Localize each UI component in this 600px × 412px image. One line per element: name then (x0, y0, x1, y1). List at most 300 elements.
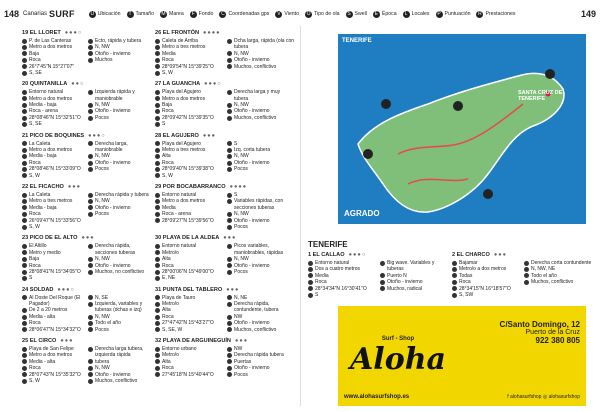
spot-name: 27 LA GUANCHA (155, 81, 201, 88)
spot-detail: Media - baja (29, 102, 57, 109)
bullet-icon (155, 122, 160, 127)
bullet-icon (22, 366, 27, 371)
spot-detail: El Altillo (29, 243, 47, 250)
spot-detail: N, NW (95, 44, 110, 51)
spot-detail: Entorno natural (162, 243, 197, 250)
bullet-icon (308, 280, 313, 285)
legend-label: Swell (354, 11, 367, 17)
spot-name: 23 PICO DE EL ALTO (22, 235, 78, 242)
bullet-icon (524, 267, 529, 272)
spot-detail-row (88, 115, 150, 121)
spot-detail: Roca (29, 320, 41, 327)
spot-name: 21 PICO DE BOQUINES (22, 132, 85, 139)
spot-detail-row (88, 346, 150, 359)
spot-detail-row (227, 301, 295, 314)
spot-detail: Todo el año (531, 272, 557, 279)
bullet-icon (155, 276, 160, 281)
legend-label: Prestaciones (485, 11, 516, 17)
spot-detail: Metro a dos metros (29, 44, 73, 51)
spot-detail: 27°47'42"N 15°43'27"O (162, 320, 214, 327)
page-divider (300, 26, 301, 406)
spot-detail: Metro a tres metros (29, 198, 73, 205)
spot-detail: Media (162, 204, 176, 211)
spot-detail: Izq. corta tubera (234, 147, 271, 153)
spot-detail: N, NW (234, 256, 249, 263)
bullet-icon (88, 199, 93, 204)
spot-detail: S (234, 191, 238, 198)
bullet-icon (227, 154, 232, 159)
spot-marker (381, 99, 391, 109)
ad-brand: Aloha (350, 341, 446, 377)
spot-detail: S, W (29, 378, 40, 384)
spot-detail: Roca (162, 313, 174, 320)
bullet-icon (227, 225, 232, 230)
bullet-icon (22, 122, 27, 127)
bullet-icon (227, 90, 232, 95)
ad-social[interactable]: f alohasurfshop ◎ alohasurfshop (507, 394, 580, 400)
spot-detail: Al Doste Del Roque (El Pagador) (29, 294, 81, 308)
spot-rating: ●●● (226, 286, 240, 293)
spot-marker (453, 101, 463, 111)
spot-name: 32 PLAYA DE ARGUINEGUÍN (155, 338, 231, 345)
legend-item (403, 11, 430, 18)
spot-detail: S, W (29, 172, 40, 179)
spot-detail: Playa del Agujero (162, 140, 201, 147)
bullet-icon (155, 109, 160, 114)
spot-detail-row (227, 372, 295, 378)
bullet-icon (88, 58, 93, 63)
spot-detail: Derecha rápida y tubera (95, 191, 149, 198)
bullet-icon (22, 45, 27, 50)
spot-detail: Metro a dos metros (29, 352, 73, 359)
spot-rating: ●●○ (71, 81, 85, 88)
spot-detail: Metro/o (162, 249, 179, 256)
bullet-icon (88, 45, 93, 50)
legend-item (160, 11, 184, 18)
spot-detail: Puerto N (387, 272, 407, 279)
spot-title (155, 30, 295, 36)
bullet-icon (88, 154, 93, 159)
bullet-icon (380, 286, 385, 291)
legend-item (275, 11, 299, 18)
spot-detail: Pocos (234, 371, 248, 378)
spot-detail: Roca (29, 365, 41, 372)
legend-icon: E (374, 10, 379, 17)
spot-title (155, 235, 295, 241)
map-brand-mark: AGRADO (344, 209, 380, 218)
spot-detail: Puertas (234, 358, 252, 365)
legend-item (346, 11, 367, 18)
legend-icon: C (221, 10, 225, 17)
bullet-icon (227, 109, 232, 114)
spot-detail-row (88, 301, 150, 314)
bullet-icon (524, 280, 529, 285)
spot-title (22, 133, 150, 139)
spot-detail: Roca (162, 159, 174, 166)
spot-detail-row (88, 378, 150, 384)
spot-rating: ●●●● (229, 184, 248, 191)
spot-name: 26 EL FRONTÓN (155, 30, 200, 36)
spot-detail: Caleta de Arriba (162, 37, 198, 44)
spot-rating: ●●●○ (88, 132, 106, 139)
legend-item (89, 11, 121, 18)
bullet-icon (155, 161, 160, 166)
spot-name: 1 EL CALLAO (308, 252, 345, 258)
legend-label: Marea (169, 11, 184, 17)
spot-detail: Playa de San Felipe (29, 345, 74, 352)
legend-item (127, 11, 154, 18)
spot-detail: Media (162, 50, 176, 57)
spot-detail: NW (234, 313, 243, 320)
spot-detail-row (308, 292, 376, 298)
spot-detail: Entorno natural (162, 191, 197, 198)
bullet-icon (88, 51, 93, 56)
spot-detail: Roca (162, 365, 174, 372)
bullet-icon (227, 327, 232, 332)
spot-detail: Otoño - invierno (95, 204, 131, 211)
surf-spot (155, 287, 295, 333)
bullet-icon (22, 218, 27, 223)
spot-detail: Otoño - invierno (234, 57, 270, 64)
bullet-icon (22, 225, 27, 230)
spot-detail: Muchos, conflictivo (95, 378, 138, 384)
spot-detail-row (88, 243, 150, 256)
surf-spot (155, 338, 295, 378)
bullet-icon (155, 51, 160, 56)
spot-detail: Otoño - invierno (95, 50, 131, 57)
legend-item (190, 11, 214, 18)
spot-detail: 28°08'41"N 15°34'05"O (29, 268, 81, 275)
bullet-icon (452, 261, 457, 266)
ad-website[interactable]: www.alohasurfshop.es (344, 394, 410, 400)
surf-spot (155, 184, 295, 230)
legend-label: Fondo (198, 11, 214, 17)
legend-label: Ubicación (97, 11, 121, 17)
bullet-icon (22, 51, 27, 56)
bullet-icon (88, 270, 93, 275)
bullet-icon (22, 154, 27, 159)
spot-detail: Roca (162, 57, 174, 64)
bullet-icon (227, 103, 232, 108)
spot-detail: Metro a tres metros (162, 44, 206, 51)
spot-detail: Roca (162, 108, 174, 115)
spot-title (22, 235, 150, 241)
spot-detail: Baja (29, 256, 40, 263)
spot-name: 24 SOLDAD (22, 286, 54, 293)
bullet-icon (155, 295, 160, 300)
column-2 (155, 30, 295, 383)
spot-detail: Alta (162, 256, 171, 263)
bullet-icon (155, 244, 160, 249)
bullet-icon (155, 302, 160, 307)
bullet-icon (22, 321, 27, 326)
spot-detail: Metro a dos metros (29, 95, 73, 102)
region-title: TENERIFE (308, 240, 348, 249)
bullet-icon (22, 212, 27, 217)
spot-title (155, 184, 295, 190)
spot-title (452, 252, 592, 258)
surf-spot (155, 133, 295, 179)
spot-detail: Media - alta (29, 313, 56, 320)
spot-detail-row (88, 57, 150, 63)
advertisement[interactable] (338, 306, 586, 406)
spot-detail-row (227, 64, 295, 70)
bullet-icon (22, 270, 27, 275)
spot-title (308, 252, 448, 258)
bullet-icon (88, 379, 93, 384)
spot-detail: Roca - arena (29, 108, 58, 115)
spot-detail: 28°06'47"N 15°34'32"O (29, 326, 81, 333)
ad-logo (338, 306, 458, 406)
bullet-icon (524, 273, 529, 278)
bullet-icon (227, 321, 232, 326)
legend-item (476, 11, 515, 18)
bullet-icon (155, 71, 160, 76)
spot-rating: ●●●○ (57, 286, 75, 293)
bullet-icon (155, 353, 160, 358)
bullet-icon (22, 244, 27, 249)
spot-detail-row (22, 121, 84, 127)
bullet-icon (227, 353, 232, 358)
spot-name: 30 PLAYA DE LA ALDEA (155, 235, 220, 242)
bullet-icon (88, 372, 93, 377)
spot-detail: Variables rápidas, con secciones tuberas (234, 198, 284, 211)
legend-icon: F (191, 10, 195, 17)
spot-detail-row (22, 173, 84, 179)
bullet-icon (88, 161, 93, 166)
spot-detail: S, W (29, 223, 40, 230)
section-label: Canarias (23, 11, 48, 17)
spot-detail-row (452, 292, 520, 298)
spot-detail: S, SE (29, 69, 42, 76)
spot-detail: S, W (162, 69, 173, 76)
bullet-icon (22, 347, 27, 352)
page-header (0, 0, 600, 28)
spot-title (22, 184, 150, 190)
bullet-icon (155, 193, 160, 198)
spot-title (22, 287, 150, 293)
bullet-icon (155, 116, 160, 121)
spot-detail: Roca (459, 279, 471, 286)
spot-rating: ●●● (81, 235, 95, 242)
spot-detail: De 2 a 20 metros (29, 307, 68, 314)
bullet-icon (227, 302, 232, 307)
spot-detail: Todas (459, 272, 473, 279)
bullet-icon (88, 244, 93, 249)
bullet-icon (227, 141, 232, 146)
bullet-icon (88, 359, 93, 364)
bullet-icon (88, 321, 93, 326)
bullet-icon (308, 293, 313, 298)
ad-info (344, 306, 586, 406)
bullet-icon (22, 327, 27, 332)
spot-detail: 28°34'15"N 16°18'57"O (459, 285, 511, 292)
bullet-icon (380, 261, 385, 266)
bullet-icon (88, 295, 93, 300)
surf-spot (155, 30, 295, 76)
spot-title (22, 338, 150, 344)
bullet-icon (155, 103, 160, 108)
spot-name: 20 QUINTANILLA (22, 81, 68, 88)
ad-tagline: Surf - Shop (381, 335, 415, 342)
spot-title (22, 81, 150, 87)
bullet-icon (22, 103, 27, 108)
bullet-icon (227, 167, 232, 172)
bullet-icon (227, 51, 232, 56)
spot-rating: ●●●○ (348, 252, 367, 258)
spot-detail-row (227, 115, 295, 121)
bullet-icon (227, 212, 232, 217)
bullet-icon (22, 90, 27, 95)
legend-icon: P (437, 10, 441, 17)
spot-detail: Metro/o (162, 352, 179, 359)
spot-marker (483, 189, 493, 199)
bullet-icon (22, 250, 27, 255)
spot-detail: Pocos (234, 166, 248, 173)
bullet-icon (227, 39, 232, 44)
spot-rating: ●●● (234, 338, 249, 345)
spot-detail: 28°08'46"N 15°33'09"O (29, 166, 81, 173)
spot-detail-row (88, 327, 150, 333)
surf-spot (452, 252, 592, 298)
spot-detail: Roca (315, 279, 327, 286)
bullet-icon (88, 193, 93, 198)
spot-detail: Derecha larga y muy tubera (234, 89, 281, 102)
bullet-icon (155, 263, 160, 268)
spot-detail: Roca - arena (162, 211, 191, 218)
spot-detail: N, NW, NE (531, 266, 556, 273)
legend-icon: O (306, 10, 311, 17)
spot-rating: ●●●● (203, 30, 221, 36)
spot-detail: Metro a dos metros (162, 95, 206, 102)
spot-detail: Otoño - invierno (234, 365, 270, 372)
bullet-icon (88, 366, 93, 371)
spot-name: 2 EL CHARCO (452, 252, 490, 258)
spot-detail: 28°00'06"N 15°49'00"O (162, 268, 214, 275)
surf-spot (308, 252, 448, 298)
legend-label: Puntuación (444, 11, 471, 17)
spot-detail: Media - baja (29, 204, 57, 211)
bullet-icon (155, 212, 160, 217)
legend-icon: L (403, 11, 410, 18)
spot-rating: ●●●○ (204, 81, 222, 88)
spot-detail-row (227, 269, 295, 275)
bullet-icon (22, 116, 27, 121)
spot-detail: Muchos, conflictivo (234, 114, 277, 121)
spot-detail: 28°09'27"N 15°39'56"O (162, 217, 214, 224)
bullet-icon (155, 39, 160, 44)
spot-detail: Izquierda rápida y maniobrable (95, 89, 135, 102)
spot-detail: Derecha corta contundente (531, 259, 592, 266)
legend-item (219, 11, 269, 18)
spot-detail: 27°45'18"N 15°40'44"O (162, 371, 214, 378)
spot-detail-row (155, 372, 223, 378)
column-1 (22, 30, 150, 389)
bullet-icon (155, 205, 160, 210)
spot-detail-row (88, 141, 150, 154)
spot-detail: Otoño - invierno (234, 262, 270, 269)
bullet-icon (88, 212, 93, 217)
spot-detail: Baja (162, 102, 173, 109)
legend-label: Viento (284, 11, 300, 17)
bullet-icon (155, 45, 160, 50)
bullet-icon (88, 141, 93, 146)
spot-detail: 28°09'40"N 15°39'38"O (162, 166, 214, 173)
bullet-icon (308, 261, 313, 266)
column-4 (452, 252, 592, 303)
spot-detail: S, SW (459, 291, 474, 298)
legend-icon: V (277, 10, 281, 17)
spot-detail: N, NW (95, 256, 110, 263)
spot-name: 28 EL AGUJERO (155, 132, 199, 139)
spot-detail: Muchos, conflictivo (234, 326, 277, 333)
spot-detail: NW (234, 345, 243, 352)
spot-detail: Playa de Tauro (162, 294, 196, 301)
bullet-icon (22, 353, 27, 358)
spot-detail: S (315, 291, 319, 298)
bullet-icon (227, 359, 232, 364)
spot-detail: Dos a cuatro metros (315, 266, 361, 273)
spot-detail: Muchos, radical (387, 285, 423, 292)
bullet-icon (155, 148, 160, 153)
bullet-icon (22, 199, 27, 204)
legend-item (436, 11, 471, 18)
spot-detail-row (22, 378, 84, 384)
ad-address: C/Santo Domingo, 12 (499, 320, 580, 329)
bullet-icon (155, 173, 160, 178)
bullet-icon (227, 347, 232, 352)
bullet-icon (155, 154, 160, 159)
spot-detail: Otoño - invierno (95, 371, 131, 378)
spot-detail: Ecto, rápida y tubera (95, 37, 142, 44)
bullet-icon (227, 257, 232, 262)
legend-item (305, 11, 339, 18)
right-page-number: 149 (580, 9, 596, 19)
bullet-icon (380, 273, 385, 278)
spot-marker (545, 69, 555, 79)
bullet-icon (22, 109, 27, 114)
spot-detail: Todo el año (95, 320, 121, 327)
spot-detail-row (22, 70, 84, 76)
spot-detail: Derecha rápida, secciones tuberas (95, 243, 136, 256)
spot-detail: Roca (162, 262, 174, 269)
spot-detail-row (155, 327, 223, 333)
spot-detail: 28°09'54"N 15°39'25"O (162, 63, 214, 70)
spot-rating: ●●● (223, 235, 237, 242)
bullet-icon (227, 270, 232, 275)
bullet-icon (155, 270, 160, 275)
map-title: TENERIFE (342, 38, 372, 44)
legend-label: Época (381, 11, 397, 17)
spot-detail: Alta (162, 358, 171, 365)
spot-detail: Metro a dos metros (162, 198, 206, 205)
spot-detail: Pocos (234, 223, 248, 230)
legend-icon: T (128, 10, 132, 17)
spot-detail: Metro/o a dos metros (459, 266, 507, 273)
spot-detail: N, NW (95, 313, 110, 320)
spot-detail: Derecha larga, maniobrable (95, 140, 128, 153)
bullet-icon (155, 141, 160, 146)
spot-detail: Pocos (95, 166, 109, 173)
bullet-icon (227, 193, 232, 198)
spot-detail: S (162, 121, 166, 128)
spot-detail: Muchos, conflictivo (531, 279, 574, 286)
surf-spot (22, 235, 150, 281)
bullet-icon (155, 167, 160, 172)
bullet-icon (227, 161, 232, 166)
column-3 (308, 252, 448, 303)
spot-detail-row (22, 327, 84, 333)
